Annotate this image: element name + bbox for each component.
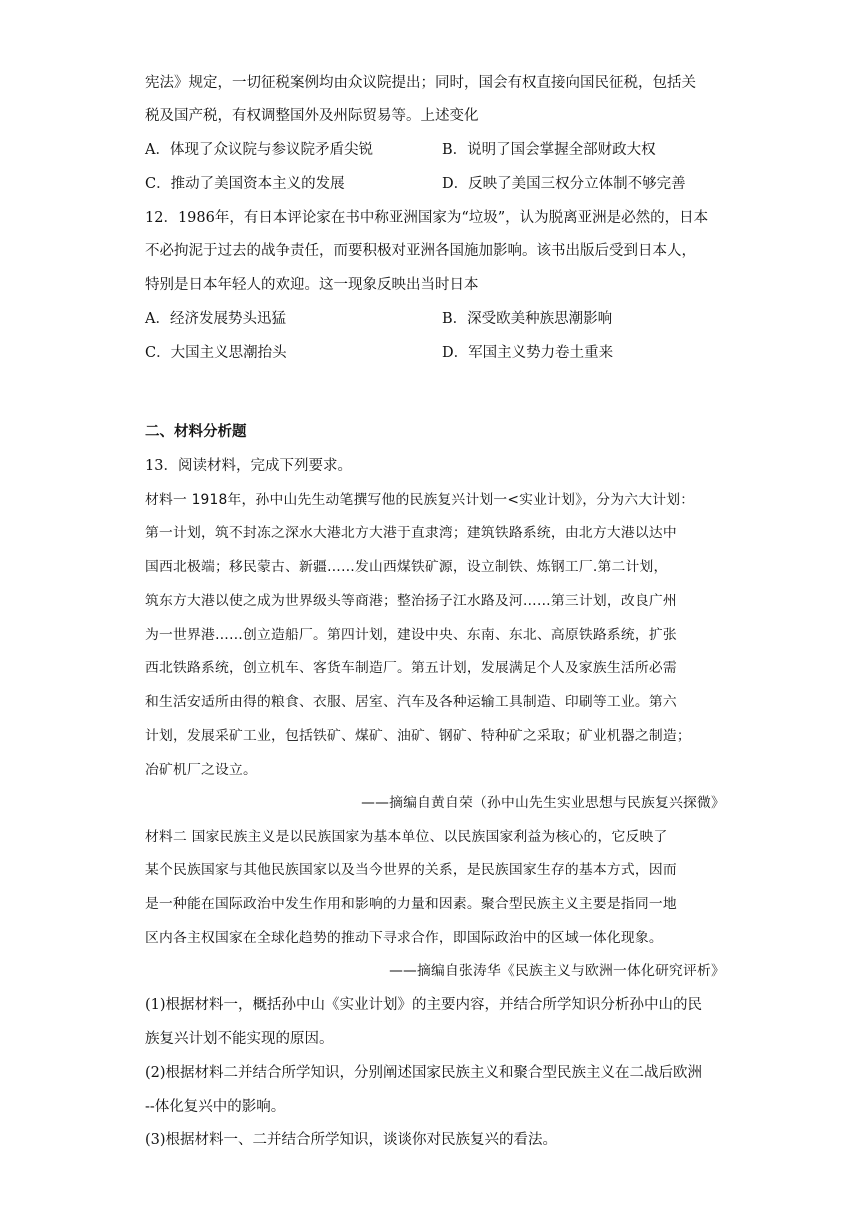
q12-option-a: A．经济发展势头迅猛 (145, 311, 286, 327)
material1-line: 国西北极端；移民蒙古、新疆……发山西煤铁矿源，设立制铁、炼钢工厂.第二计划， (145, 559, 668, 575)
material2-line: 是一种能在国际政治中发生作用和影响的力量和因素。聚合型民族主义主要是指同一地 (145, 896, 677, 912)
q13-subquestion-line: (1)根据材料一，概括孙中山《实业计划》的主要内容，并结合所学知识分析孙中山的民 (145, 997, 703, 1013)
q12-option-d: D．军国主义势力卷土重来 (442, 345, 614, 361)
q13-subquestion-line: 族复兴计划不能实现的原因。 (145, 1031, 334, 1047)
material1-source: ——摘编自黄自荣（孙中山先生实业思想与民族复兴探微》 (361, 795, 725, 811)
material1-line: 计划，发展采矿工业，包括铁矿、煤矿、油矿、钢矿、特种矿之采取；矿业机器之制造； (145, 728, 691, 744)
material2-source: ——摘编自张涛华《民族主义与欧洲一体化研究评析》 (389, 963, 725, 979)
material1-line: 第一计划，筑不封冻之深水大港北方大港于直隶湾；建筑铁路系统，由北方大港以达中 (145, 525, 677, 541)
q13-subquestion-line: (2)根据材料二并结合所学知识，分别阐述国家民族主义和聚合型民族主义在二战后欧洲 (145, 1065, 703, 1081)
q11-text-line: 税及国产税，有权调整国外及州际贸易等。上述变化 (145, 108, 479, 124)
material2-line: 区内各主权国家在全球化趋势的推动下寻求合作，即国际政治中的区域一体化现象。 (145, 930, 663, 946)
q11-option-b: B．说明了国会掌握全部财政大权 (442, 142, 656, 158)
q12-text-line: 不必拘泥于过去的战争责任，而要积极对亚洲各国施加影响。该书出版后受到日本人， (145, 243, 696, 259)
material1-line: 为一世界港……创立造船厂。第四计划，建设中央、东南、东北、高原铁路系统，扩张 (145, 627, 677, 643)
material2-line: 材料二 国家民族主义是以民族国家为基本单位、以民族国家利益为核心的，它反映了 (145, 829, 668, 845)
q13-intro: 13．阅读材料，完成下列要求。 (145, 458, 352, 474)
q12-option-c: C．大国主义思潮抬头 (145, 345, 287, 361)
q12-text-line: 特别是日本年轻人的欢迎。这一现象反映出当时日本 (145, 277, 479, 293)
q13-subquestion-line: --体化复兴中的影响。 (145, 1099, 286, 1115)
q11-option-c: C．推动了美国资本主义的发展 (145, 176, 345, 192)
q11-option-d: D．反映了美国三权分立体制不够完善 (442, 176, 686, 192)
material1-line: 筑东方大港以使之成为世界级头等商港；整治扬子江水路及河……第三计划，改良广州 (145, 593, 677, 609)
section-heading: 二、材料分析题 (145, 423, 247, 440)
q12-text-line: 12．1986年，有日本评论家在书中称亚洲国家为“垃圾”，认为脱离亚洲是必然的，日本 (145, 210, 709, 226)
q11-text-line: 宪法》规定，一切征税案例均由众议院提出；同时，国会有权直接向国民征税，包括关 (145, 75, 696, 91)
material1-line: 西北铁路系统，创立机车、客货车制造厂。第五计划，发展满足个人及家族生活所必需 (145, 660, 677, 676)
material1-line: 材料一 1918年，孙中山先生动笔撰写他的民族复兴计划一<实业计划》，分为六大计划： (145, 492, 695, 508)
q12-option-b: B．深受欧美种族思潮影响 (442, 311, 613, 327)
material2-line: 某个民族国家与其他民族国家以及当今世界的关系，是民族国家生存的基本方式，因而 (145, 862, 677, 878)
material1-line: 冶矿机厂之设立。 (145, 762, 257, 778)
q13-subquestion-line: (3)根据材料一、二并结合所学知识，谈谈你对民族复兴的看法。 (145, 1132, 558, 1148)
material1-line: 和生活安适所由得的粮食、衣服、居室、汽车及各种运输工具制造、印刷等工业。第六 (145, 694, 677, 710)
q11-option-a: A．体现了众议院与参议院矛盾尖锐 (145, 142, 373, 158)
